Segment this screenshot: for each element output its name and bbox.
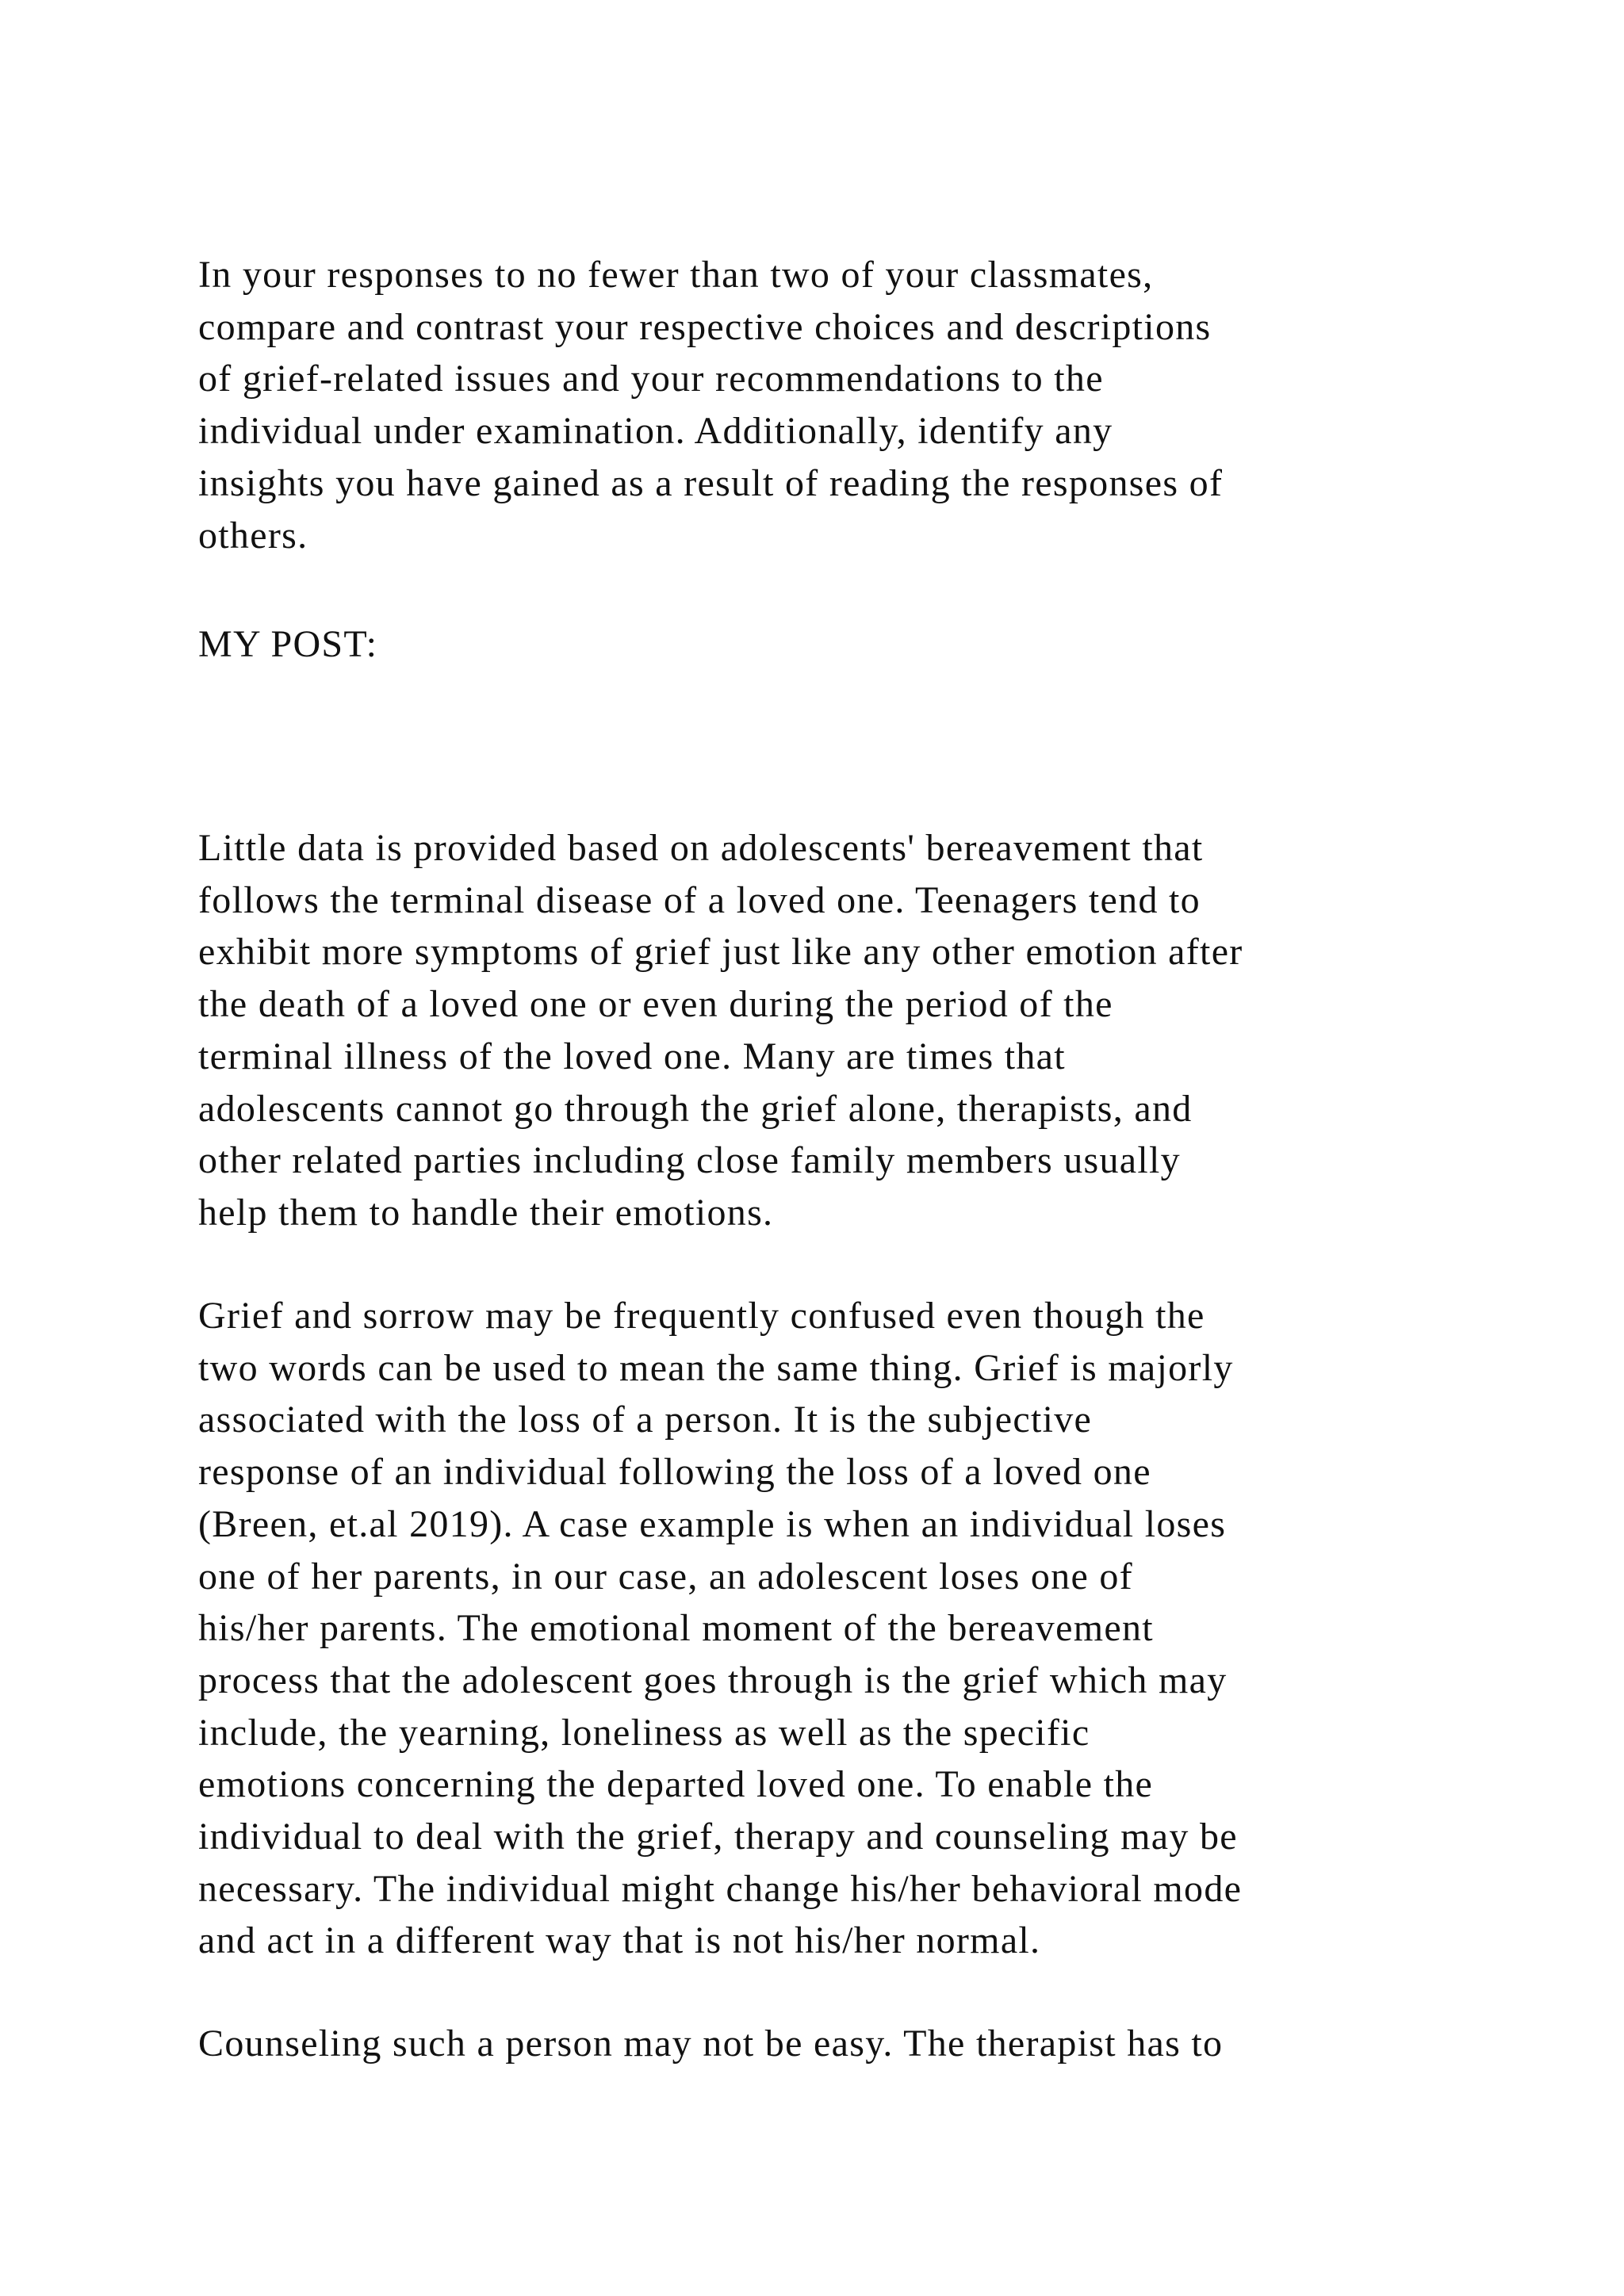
post-paragraph-2: Grief and sorrow may be frequently confused even though the two words can be used to mean the same thing. Grief is majorly associated with the loss of a person. It is the subjective response of an individual following the loss of a loved one (Breen, et.al 2019). A case example is when an individual loses one of her parents, in our case, an adolescent loses one of his/her parents. The emotional moment of the bereavement process that the adolescent goes through is the grief which may include, the yearning, loneliness as well as the specific emotions concerning the departed loved one. To enable the individual to deal with the grief, therapy and counseling may be necessary. The individual might change his/her behavioral mode and act in a different way that is not his/her normal. bbox=[198, 1295, 1243, 1962]
post-heading: MY POST: bbox=[198, 623, 378, 665]
post-paragraph-3: Counseling such a person may not be easy. The therapist has to bbox=[198, 2022, 1224, 2064]
assignment-prompt: In your responses to no fewer than two of your classmates, compare and contrast your respective choices and descriptions of grief-related issues and your recommendations to the individual under examination. Additionally, identify any insights you have gained as a result of reading the responses of others. bbox=[198, 254, 1224, 557]
post-paragraph-1: Little data is provided based on adolescents' bereavement that follows the terminal disease of a loved one. Teenagers tend to exhibit more symptoms of grief just like any other emotion after the death of a loved one or even during the period of the terminal illness of the loved one. Many are times that adolescents cannot go through the grief alone, therapists, and other related parties including close family members usually help them to handle their emotions. bbox=[198, 827, 1243, 1234]
